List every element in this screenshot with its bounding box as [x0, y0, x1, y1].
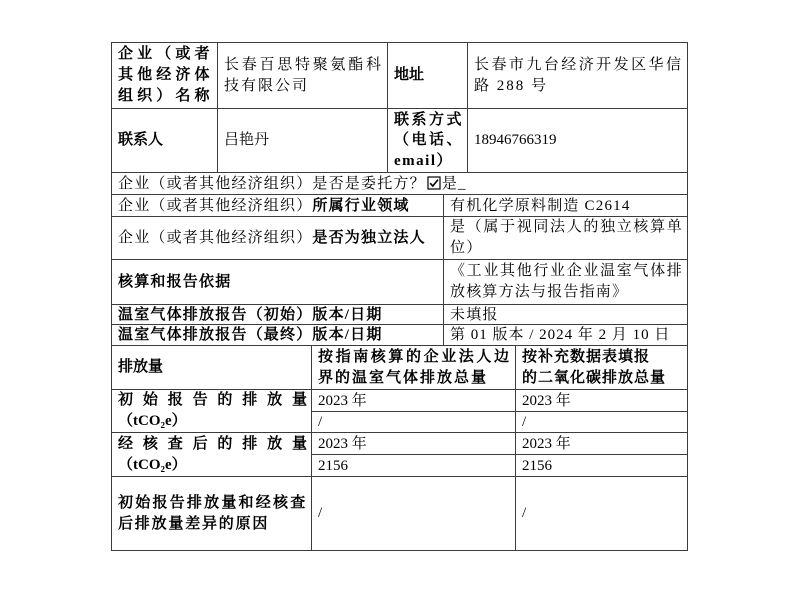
- basis-label-cell: [111, 259, 444, 305]
- initial-report-version-value: 未填报: [450, 306, 499, 323]
- initial-guide-year: 2023 年: [318, 392, 367, 409]
- contact-person-label: 联系人: [118, 132, 164, 148]
- contact-person-value-cell: [217, 108, 388, 173]
- initial-guide-year-cell: [311, 389, 516, 412]
- initial-supplement-year: 2023 年: [522, 392, 571, 409]
- emissions-supplement-header: 按补充数据表填报 的二氧化碳排放总量: [522, 348, 667, 386]
- initial-guide-value-cell: [311, 411, 516, 433]
- contact-person-label-cell: [111, 108, 218, 173]
- industry-value-cell: [443, 194, 688, 217]
- legal-entity-value-cell: [443, 216, 688, 260]
- verified-supplement-year-cell: [515, 432, 688, 455]
- final-report-version-value: 第 01 版本 / 2024 年 2 月 10 日: [450, 327, 671, 343]
- verified-supplement-year: 2023 年: [522, 435, 571, 452]
- verification-info-table: [111, 42, 688, 551]
- verified-supplement-value: 2156: [522, 457, 552, 474]
- company-name-value: 长春百思特聚氨酯科技有限公司: [224, 56, 383, 94]
- verified-guide-value-cell: [311, 454, 516, 477]
- emissions-supplement-header-cell: [515, 345, 688, 390]
- verified-emissions-label-cell: [111, 432, 312, 477]
- industry-label: [118, 197, 439, 215]
- basis-value-cell: [443, 259, 688, 305]
- initial-emissions-label: [118, 390, 307, 432]
- difference-guide-value: /: [318, 505, 323, 521]
- address-value: 长春市九台经济开发区华信路 288 号: [474, 56, 683, 94]
- difference-reason-label-cell: [111, 476, 312, 551]
- final-report-version-label: 温室气体排放报告（最终）版本/日期: [118, 327, 383, 343]
- legal-entity-label: [118, 228, 439, 249]
- company-name-value-cell: [217, 42, 388, 109]
- industry-label-prefix: 企业（或者其他经济组织）: [118, 197, 313, 214]
- final-report-version-value-cell: [443, 324, 688, 346]
- difference-supplement-cell: [515, 476, 688, 551]
- industry-value: 有机化学原料制造 C2614: [450, 197, 631, 214]
- verified-supplement-value-cell: [515, 454, 688, 477]
- company-name-label: 企业（或者其他经济体组织）名称: [118, 46, 213, 104]
- contact-method-value-cell: [467, 108, 688, 173]
- difference-supplement-value: /: [522, 505, 527, 521]
- difference-reason-label: 初始报告排放量和经核查后排放量差异的原因: [118, 494, 307, 532]
- contact-person-value: 吕艳丹: [224, 132, 270, 148]
- contact-method-value: 18946766319: [474, 132, 557, 148]
- initial-supplement-value-cell: [515, 411, 688, 433]
- address-value-cell: [467, 42, 688, 109]
- contact-method-label: 联系方式（电话、email）: [394, 111, 463, 169]
- initial-supplement-year-cell: [515, 389, 688, 412]
- client-question: 企业（或者其他经济组织）是否是委托方？: [118, 175, 426, 192]
- company-name-label-cell: [111, 42, 218, 109]
- emissions-header-label: 排放量: [118, 359, 164, 375]
- legal-entity-label-cell: [111, 216, 444, 260]
- initial-guide-value: /: [318, 414, 323, 430]
- verified-emissions-unit: （tCO₂e）: [118, 456, 187, 473]
- emissions-guide-header-cell: [311, 345, 516, 390]
- initial-emissions-label-cell: [111, 389, 312, 433]
- verified-guide-year-cell: [311, 432, 516, 455]
- initial-emissions-unit: （tCO₂e）: [118, 413, 187, 429]
- difference-guide-cell: [311, 476, 516, 551]
- verified-emissions-label-text: 经核查后的排放量: [118, 435, 307, 452]
- contact-method-label-cell: [387, 108, 468, 173]
- emissions-header-label-cell: [111, 345, 312, 390]
- verified-guide-value: 2156: [318, 457, 348, 474]
- basis-label: 核算和报告依据: [118, 273, 232, 290]
- legal-entity-value: 是（属于视同法人的独立核算单位）: [450, 219, 683, 256]
- final-report-version-label-cell: [111, 324, 444, 346]
- emissions-guide-header: 按指南核算的企业法人边界的温室气体排放总量: [318, 348, 511, 386]
- verified-emissions-label: [118, 434, 307, 476]
- industry-label-bold: 所属行业领域: [312, 197, 410, 214]
- address-label: 地址: [394, 67, 425, 83]
- legal-entity-label-bold: 是否为独立法人: [312, 229, 426, 246]
- address-label-cell: [387, 42, 468, 109]
- initial-report-version-label-cell: [111, 304, 444, 325]
- client-answer: 是_: [441, 175, 467, 192]
- industry-label-cell: [111, 194, 444, 217]
- client-question-line: [118, 175, 683, 193]
- verified-guide-year: 2023 年: [318, 435, 367, 452]
- initial-report-version-value-cell: [443, 304, 688, 325]
- checked-checkbox-icon: [427, 176, 441, 190]
- basis-value: 《工业其他行业企业温室气体排放核算方法与报告指南》: [450, 263, 683, 300]
- initial-emissions-label-text: 初始报告的排放量: [118, 392, 307, 408]
- client-question-cell: [111, 172, 688, 195]
- initial-report-version-label: 温室气体排放报告（初始）版本/日期: [118, 306, 383, 323]
- legal-entity-label-prefix: 企业（或者其他经济组织）: [118, 229, 313, 246]
- initial-supplement-value: /: [522, 414, 527, 430]
